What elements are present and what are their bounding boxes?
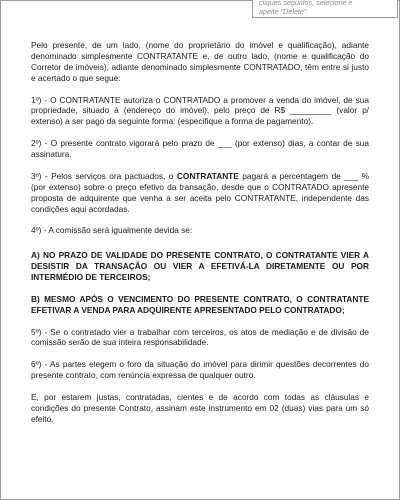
clause-3-text-end: pagará a percentagem de ___ % (por extenso) sobre o preço efetivo da transação, desde que o CONTRATADO apresente proposta de adquirente que venha a ser aceita pelo CONTRATANTE, independente das condições aqui acordadas. [31,170,369,214]
clause-2: 2º) - O presente contrato vigorará pelo prazo de ___ (por extenso) dias, a contar de sua assinatura. [31,138,369,160]
clause-3-text-start: 3º) - Pelos serviços ora pactuados, o [31,170,177,181]
clause-3 [31,171,369,215]
clause-1: 1º) - O CONTRATANTE autoriza o CONTRATADO a promover a venda do imóvel, de sua propriedade, situado à (endereço do imóvel), pelo preço de R$ _________ (valor p/ extenso) a ser pago da seguinte forma: (especifique a forma de pagamento). [31,94,369,127]
contract-body [31,40,369,436]
clause-6: 6º) - As partes elegem o foro da situação do imóvel para dirimir questões decorrentes do presente contrato, com renúncia expressa de qualquer outro. [31,359,369,381]
clause-3-contratante: CONTRATANTE [176,170,239,181]
clause-5: 5º) - Se o contratado vier a trabalhar com terceiros, os atos de mediação e de divisão de comissão serão de sua inteira responsabilidade. [31,326,369,348]
clause-4-item-a: A) NO PRAZO DE VALIDADE DO PRESENTE CONTRATO, O CONTRATANTE VIER A DESISTIR DA TRANSAÇÃO OU VIER A EFETIVÁ-LA DIRETAMENTE OU POR INTERMÉDIO DE TERCEIROS; [31,250,369,283]
instruction-note: cliques seguidos, selecione e apeite "Delete" [252,0,398,18]
closing-paragraph: E, por estarem justas, contratadas, cientes e de acordo com todas as cláusulas e condições do presente Contrato, assinam este instrumento em 02 (duas) vias para um só efeito. [31,391,369,424]
clause-4: 4º) - A comissão será igualmente devida se: [31,225,193,236]
clause-4-item-b: B) MESMO APÓS O VENCIMENTO DO PRESENTE CONTRATO, O CONTRATANTE EFETIVAR A VENDA PARA ADQUIRENTE APRESENTADO PELO CONTRATADO; [31,293,369,315]
intro-paragraph: Pelo presente, de um lado, (nome do proprietário do imóvel e qualificação), adiante denominado simplesmente CONTRATANTE e, de outro lado, (nome e qualificação do Corretor de imóveis), adiante denominado simplesmente CONTRATADO, têm entre si justo e acertado o que segue: [31,40,369,83]
